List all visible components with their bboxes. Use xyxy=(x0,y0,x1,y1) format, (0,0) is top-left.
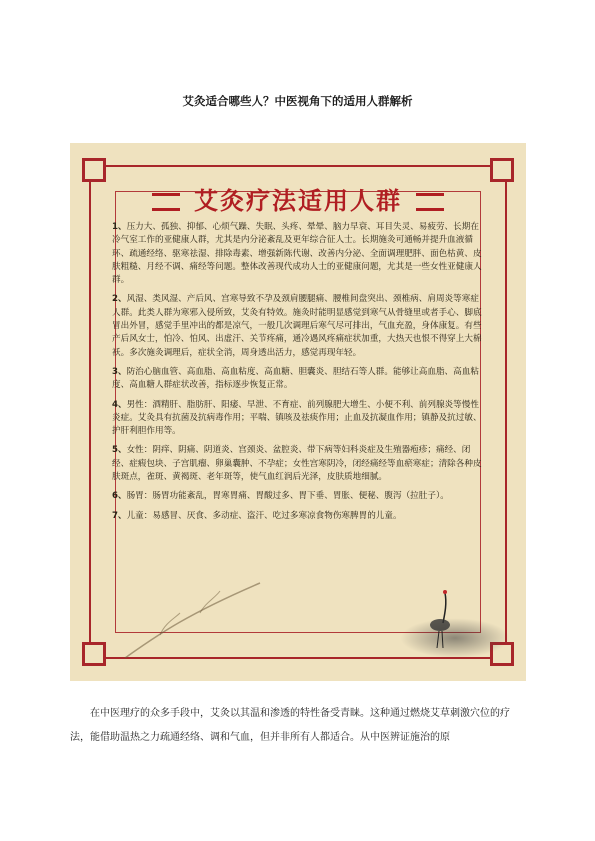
item-text: 防治心脑血管、高血脂、高血粘度、高血糖、胆囊炎、胆结石等人群。能够让高血脂、高血粘度、高血糖人群症状改善，指标逐步恢复正常。 xyxy=(112,366,479,391)
crane-icon xyxy=(415,583,475,653)
poster-item-list xyxy=(112,221,482,529)
corner-ornament xyxy=(490,158,514,182)
item-number: 7、 xyxy=(112,510,127,521)
item-text: 肠胃：肠胃功能紊乱，胃寒胃痛、胃酸过多、胃下垂、胃胀、便秘、腹泻（拉肚子）。 xyxy=(126,491,449,502)
page-title: 艾灸适合哪些人？中医视角下的适用人群解析 xyxy=(182,94,413,108)
list-item xyxy=(112,366,482,393)
title-ornament-right xyxy=(416,193,444,211)
item-text: 男性：酒精肝、脂肪肝、阳痿、早泄、不育症、前列腺肥大增生、小便不利、前列腺炎等慢性炎症。艾灸具有抗菌及抗病毒作用；平喘、镇咳及祛痰作用；止血及抗凝血作用；镇静及抗过敏、护肝利胆作用等。 xyxy=(112,399,482,437)
item-number: 1、 xyxy=(112,222,127,232)
item-number: 6、 xyxy=(112,491,127,502)
item-text: 压力大、孤独、抑郁、心烦气躁、失眠、头疼、晕晕、脑力早衰、耳目失灵、易疲劳、长期在冷气室工作的亚健康人群，尤其是内分泌紊乱及更年综合征人士。长期施灸可通畅并提升血液循环、疏通经络、驱寒祛湿、排除毒素、增强新陈代谢、改善内分泌、全面调理肥胖、面色枯黄、皮肤粗糙、月经不调、痛经等问题。整体改善现代成功人士的亚健康问题，尤其是一些女性亚健康人群。 xyxy=(112,222,482,286)
list-item xyxy=(112,221,482,287)
list-item xyxy=(112,293,482,359)
article-paragraph: 在中医理疗的众多手段中，艾灸以其温和渗透的特性备受青睐。这种通过燃烧艾草刺激穴位的疗法，能借助温热之力疏通经络、调和气血，但并非所有人都适合。从中医辨证施治的原 xyxy=(70,708,510,743)
list-item xyxy=(112,510,482,523)
item-number: 4、 xyxy=(112,399,127,410)
item-number: 5、 xyxy=(112,445,127,456)
ink-branch-decoration xyxy=(120,563,270,663)
corner-ornament xyxy=(82,642,106,666)
item-number: 2、 xyxy=(112,294,127,305)
item-number: 3、 xyxy=(112,366,127,377)
list-item xyxy=(112,490,482,503)
item-text: 风湿、类风湿、产后风、宫寒导致不孕及颈肩腰腿痛、腰椎间盘突出、颈椎病、肩周炎等寒症人群。此类人群为寒邪入侵所致，艾灸有特效。施灸时能明显感觉到寒气从骨缝里或者手心、脚底冒出外冒，感觉手里冲出的都是凉气，一般几次调理后寒气尽可排出，气血充盈，身体康复。有些产后风女士，怕冷、怕风、出虚汗、关节疼痛，通冷遇风疼痛症状加重，大热天也恨不得穿上大棉袄。多次施灸调理后，症状全消，周身透出活力，感觉再现年轻。 xyxy=(112,294,482,358)
poster-image xyxy=(70,143,526,681)
corner-ornament xyxy=(82,158,106,182)
list-item xyxy=(112,444,482,484)
item-text: 女性：阴痒、阴痛、阴道炎、宫颈炎、盆腔炎、带下病等妇科炎症及生殖器疱疹；痛经、闭经、症瘕包块、子宫肌瘤、卵巢囊肿、不孕症；女性宫寒阴冷，闭经痛经等血瘀寒症；清除各种皮肤斑点，雀斑、黄褐斑、老年斑等，使气血红润后光泽，皮肤质地细腻。 xyxy=(112,445,482,483)
item-text: 儿童：易感冒、厌食、多动症、盗汗、吃过多寒凉食物伤寒脾胃的儿童。 xyxy=(126,510,402,521)
poster-title: 艾灸疗法适用人群 xyxy=(194,186,402,215)
list-item xyxy=(112,399,482,439)
